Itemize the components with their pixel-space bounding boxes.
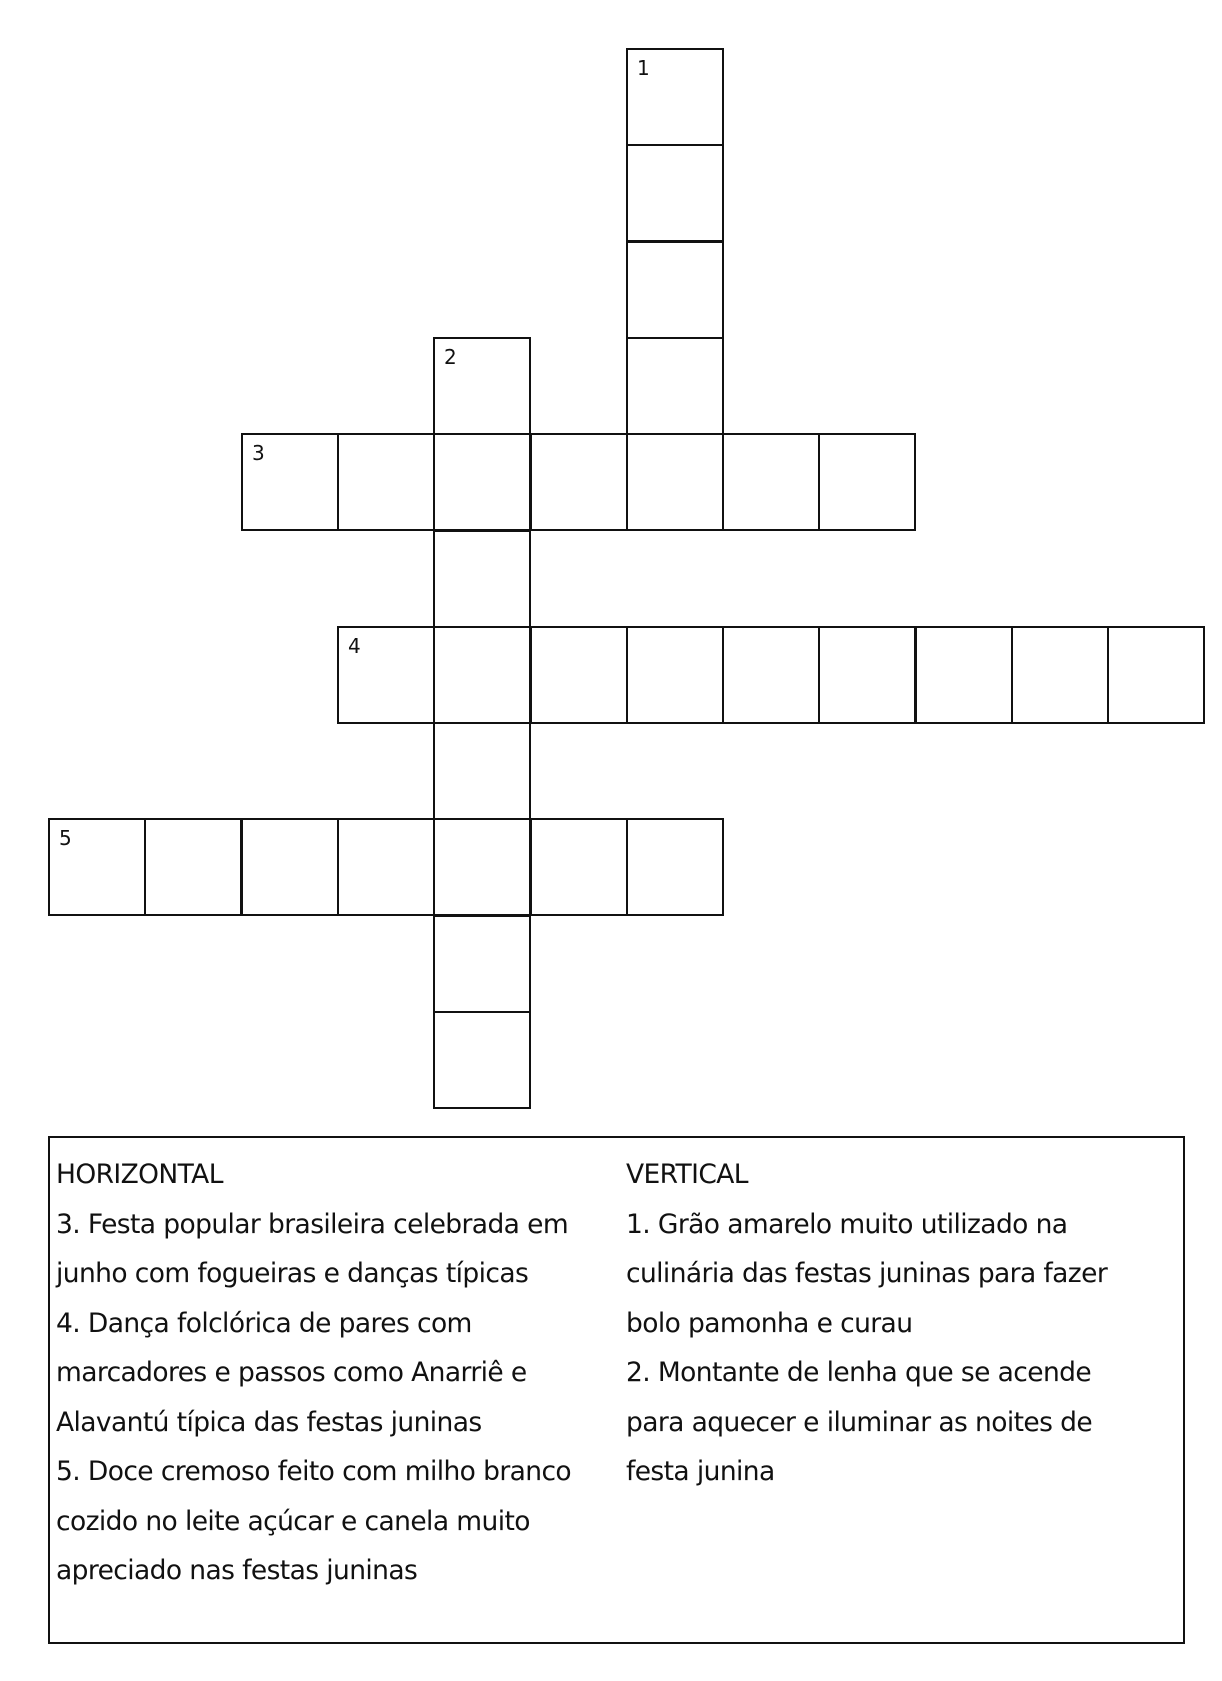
crossword-cell[interactable] [722, 433, 820, 531]
clue-line: cozido no leite açúcar e canela muito [56, 1505, 530, 1537]
clue-number: 1 [637, 56, 650, 80]
horizontal-clues [56, 1150, 616, 1596]
clue-line: bolo pamonha e curau [626, 1307, 913, 1339]
crossword-cell[interactable] [337, 818, 435, 916]
clue-line: 2. Montante de lenha que se acende [626, 1357, 1092, 1388]
crossword-cell[interactable] [626, 241, 724, 339]
crossword-cell[interactable] [818, 433, 916, 531]
clue-line: marcadores e passos como Anarriê e [56, 1357, 527, 1388]
crossword-cell[interactable] [433, 722, 531, 820]
clue-line: festa junina [626, 1456, 775, 1487]
clue-number: 2 [444, 345, 457, 369]
clue-line: culinária das festas juninas para fazer [626, 1258, 1108, 1289]
clue-line: para aquecer e iluminar as noites de [626, 1406, 1093, 1438]
clue-line: 5. Doce cremoso feito com milho branco [56, 1456, 572, 1487]
crossword-cell[interactable] [241, 433, 339, 531]
crossword-cell[interactable] [433, 1011, 531, 1109]
crossword-cell[interactable] [530, 818, 628, 916]
crossword-cell[interactable] [818, 626, 916, 724]
crossword-cell[interactable] [433, 337, 531, 435]
clue-line: 3. Festa popular brasileira celebrada em [56, 1208, 569, 1240]
crossword-cell[interactable] [433, 626, 531, 724]
crossword-cell[interactable] [626, 626, 724, 724]
crossword-cell[interactable] [626, 48, 724, 146]
clue-number: 4 [348, 634, 361, 658]
crossword-cell[interactable] [626, 337, 724, 435]
crossword-cell[interactable] [530, 626, 628, 724]
crossword-cell[interactable] [530, 433, 628, 531]
clue-line: Alavantú típica das festas juninas [56, 1406, 482, 1438]
clue-number: 5 [59, 826, 72, 850]
crossword-cell[interactable] [1107, 626, 1205, 724]
clues-box [48, 1136, 1185, 1644]
vertical-heading: VERTICAL [626, 1159, 748, 1190]
clue-line: 4. Dança folclórica de pares com [56, 1307, 472, 1339]
crossword-cell[interactable] [337, 433, 435, 531]
clue-line: 1. Grão amarelo muito utilizado na [626, 1208, 1068, 1240]
crossword-cell[interactable] [915, 626, 1013, 724]
crossword-cell[interactable] [241, 818, 339, 916]
clue-line: apreciado nas festas juninas [56, 1555, 418, 1586]
clue-line: junho com fogueiras e danças típicas [56, 1258, 529, 1289]
crossword-cell[interactable] [626, 433, 724, 531]
crossword-cell[interactable] [626, 818, 724, 916]
crossword-cell[interactable] [337, 626, 435, 724]
clue-number: 3 [252, 441, 265, 465]
crossword-cell[interactable] [433, 915, 531, 1013]
horizontal-heading: HORIZONTAL [56, 1159, 223, 1190]
crossword-cell[interactable] [144, 818, 242, 916]
crossword-cell[interactable] [722, 626, 820, 724]
crossword-cell[interactable] [626, 144, 724, 242]
crossword-cell[interactable] [433, 433, 531, 531]
crossword-cell[interactable] [1011, 626, 1109, 724]
crossword-cell[interactable] [48, 818, 146, 916]
crossword-cell[interactable] [433, 818, 531, 916]
vertical-clues [626, 1150, 1166, 1497]
crossword-cell[interactable] [433, 530, 531, 628]
